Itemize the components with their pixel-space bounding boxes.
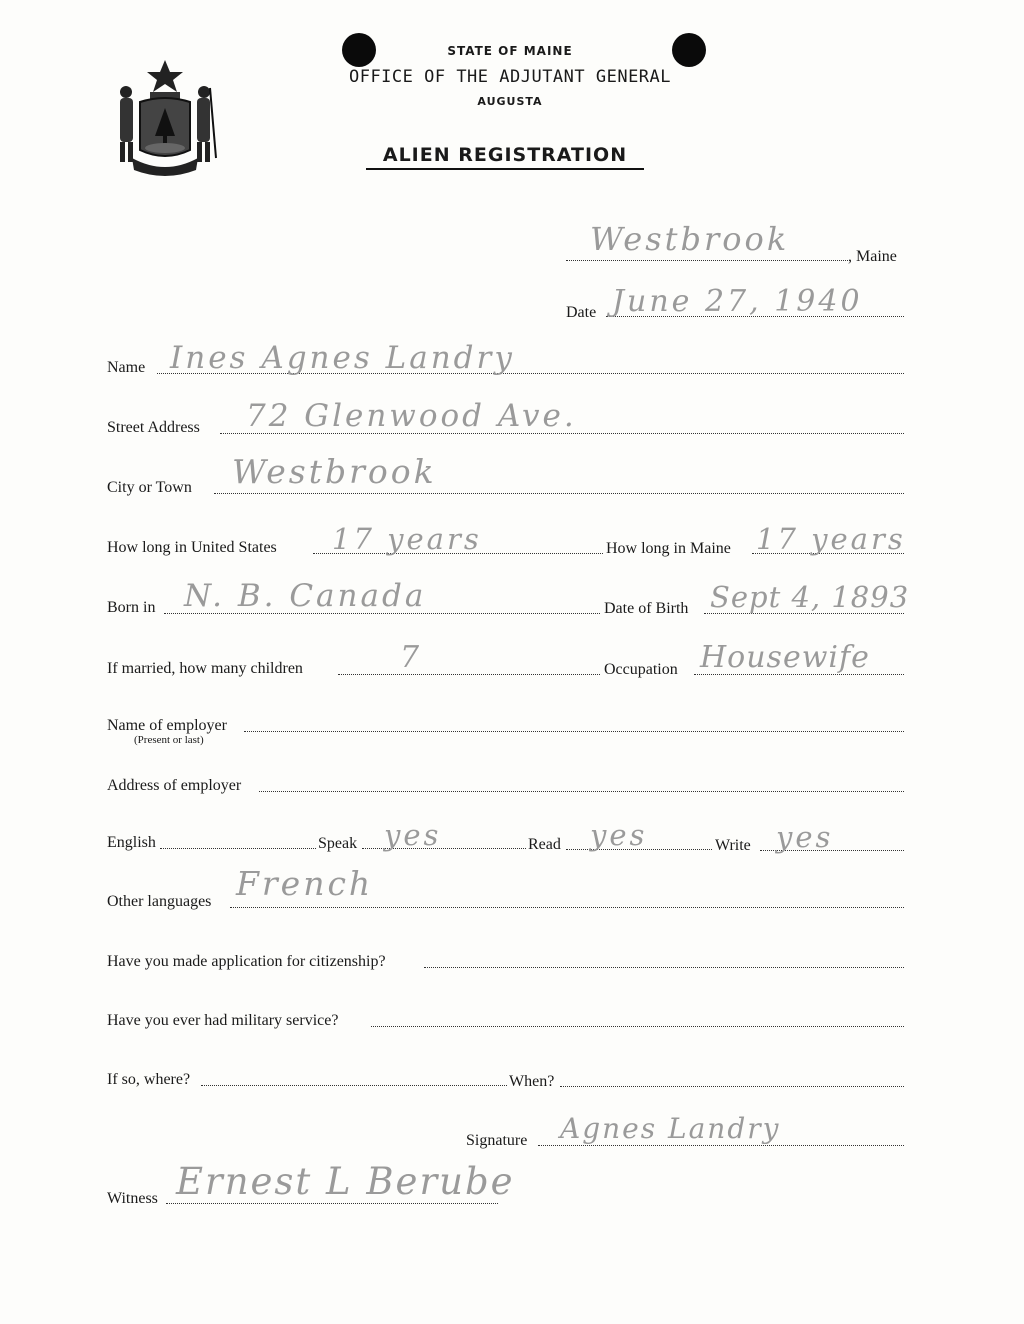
read-label: Read [528,836,561,853]
military-label: Have you ever had military service? [107,1012,339,1029]
city-line [214,493,904,494]
write-value[interactable]: yes [776,820,834,854]
punch-hole-left [342,33,376,67]
form-title: ALIEN REGISTRATION [366,144,644,170]
city-value[interactable]: Westbrook [232,452,437,491]
state-seal-icon [110,58,220,178]
other-languages-value[interactable]: French [236,864,374,903]
read-value[interactable]: yes [590,818,648,852]
where-line[interactable] [201,1085,507,1086]
how-long-us-value[interactable]: 17 years [332,522,482,556]
when-line[interactable] [560,1086,904,1087]
employer-address-label: Address of employer [107,777,242,794]
witness-line [166,1203,498,1204]
speak-label: Speak [318,835,358,852]
date-label: Date [566,304,597,321]
name-label: Name [107,359,146,376]
children-line [338,674,600,675]
punch-hole-right [672,33,706,67]
employer-address-line[interactable] [259,791,904,792]
witness-label: Witness [107,1190,158,1207]
street-value[interactable]: 72 Glenwood Ave. [246,398,577,434]
where-label: If so, where? [107,1071,191,1088]
name-value[interactable]: Ines Agnes Landry [170,340,515,376]
children-label: If married, how many children [107,660,303,677]
place-line [566,260,848,261]
header-state: STATE OF MAINE [447,44,573,58]
how-long-us-label: How long in United States [107,539,277,556]
header-office: OFFICE OF THE ADJUTANT GENERAL [348,67,672,87]
employer-name-sublabel: (Present or last) [134,734,204,746]
citizenship-line[interactable] [424,967,904,968]
signature-value[interactable]: Agnes Landry [560,1112,781,1145]
occupation-value[interactable]: Housewife [700,640,870,675]
children-value[interactable]: 7 [400,640,423,675]
occupation-label: Occupation [604,661,678,678]
dob-value[interactable]: Sept 4, 1893 [710,580,910,614]
dob-label: Date of Birth [604,600,689,617]
employer-name-label: Name of employer [107,717,227,734]
place-suffix: , Maine [848,248,897,265]
military-line[interactable] [371,1026,904,1027]
header-city: AUGUSTA [477,95,543,108]
other-languages-line [230,907,904,908]
english-line [160,848,316,849]
other-languages-label: Other languages [107,893,212,910]
citizenship-label: Have you made application for citizenship? [107,953,386,970]
signature-label: Signature [466,1132,528,1149]
born-in-label: Born in [107,599,156,616]
speak-value[interactable]: yes [384,818,442,852]
how-long-me-value[interactable]: 17 years [756,522,906,556]
street-label: Street Address [107,419,200,436]
date-value[interactable]: June 27, 1940 [612,284,863,319]
signature-line [538,1145,904,1146]
place-value[interactable]: Westbrook [590,220,790,258]
english-label: English [107,834,156,851]
city-label: City or Town [107,479,192,496]
born-in-value[interactable]: N. B. Canada [184,578,427,614]
when-label: When? [509,1073,555,1090]
employer-name-line[interactable] [244,731,904,732]
witness-value[interactable]: Ernest L Berube [176,1160,515,1203]
how-long-me-label: How long in Maine [606,540,731,557]
write-label: Write [715,837,751,854]
